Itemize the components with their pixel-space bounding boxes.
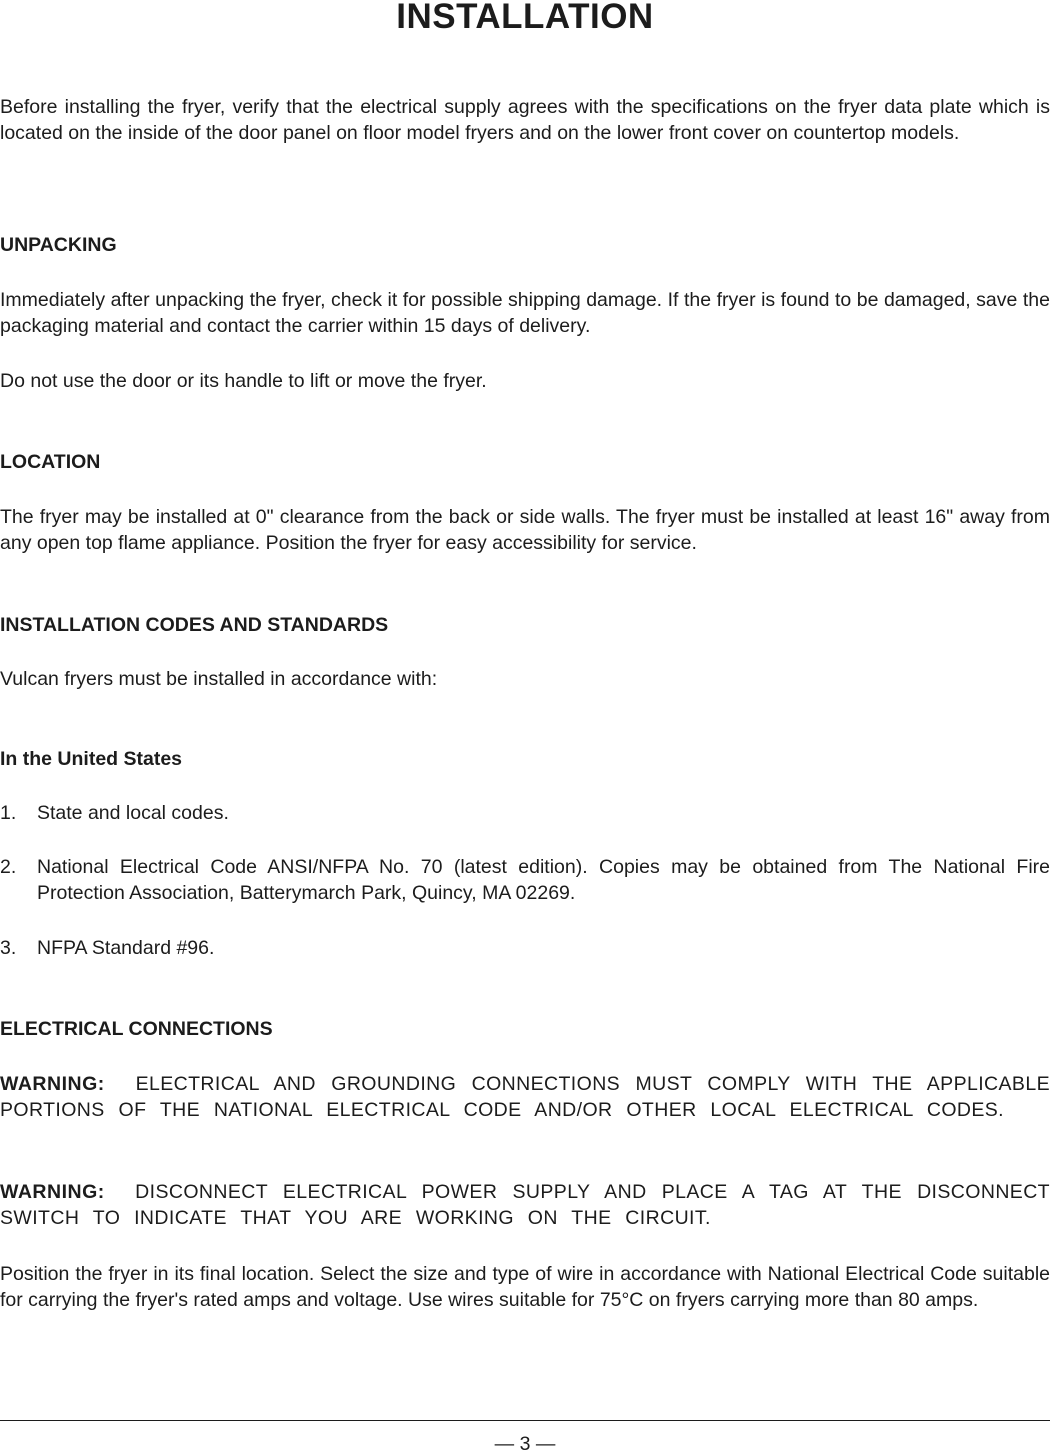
us-subheading: In the United States [0, 748, 183, 770]
list-item-text: National Electrical Code ANSI/NFPA No. 70 (latest edition). Copies may be obtained from The National Fire Protection Association, Batterymarch Park, Quincy, MA 02269. [37, 856, 1050, 904]
location-heading: LOCATION [0, 451, 101, 473]
warning-label: WARNING: [0, 1181, 105, 1203]
unpacking-heading: UNPACKING [0, 234, 117, 256]
warning-text: DISCONNECT ELECTRICAL POWER SUPPLY AND PLACE A TAG AT THE DISCONNECT SWITCH TO INDICATE THAT YOU ARE WORKING ON THE CIRCUIT. [0, 1181, 1050, 1229]
warning-disconnect [0, 1179, 1050, 1231]
electrical-heading: ELECTRICAL CONNECTIONS [0, 1018, 273, 1040]
codes-heading: INSTALLATION CODES AND STANDARDS [0, 614, 389, 636]
codes-paragraph: Vulcan fryers must be installed in accordance with: [0, 668, 438, 690]
page-number: — 3 — [494, 1433, 556, 1455]
list-item-number: 1. [0, 802, 17, 824]
warning-text: ELECTRICAL AND GROUNDING CONNECTIONS MUST COMPLY WITH THE APPLICABLE PORTIONS OF THE NATIONAL ELECTRICAL CODE AND/OR OTHER LOCAL ELECTRICAL CODES. [0, 1073, 1050, 1121]
footer-divider [0, 1420, 1050, 1421]
unpacking-paragraph-1: Immediately after unpacking the fryer, check it for possible shipping damage. If the fryer is found to be damaged, save the packaging material and contact the carrier within 15 days of delivery. [0, 289, 1050, 337]
electrical-paragraph: Position the fryer in its final location. Select the size and type of wire in accordance with National Electrical Code suitable for carrying the fryer's rated amps and voltage. Use wires suitable for 75°C on fryers carrying more than 80 amps. [0, 1263, 1050, 1311]
warning-grounding [0, 1071, 1050, 1123]
page-title: INSTALLATION [396, 0, 654, 36]
warning-label: WARNING: [0, 1073, 105, 1095]
intro-paragraph: Before installing the fryer, verify that the electrical supply agrees with the specifications on the fryer data plate which is located on the inside of the door panel on floor model fryers and on the lower front cover on countertop models. [0, 96, 1050, 144]
location-paragraph: The fryer may be installed at 0" clearance from the back or side walls. The fryer must be installed at least 16" away from any open top flame appliance. Position the fryer for easy accessibility for service. [0, 506, 1050, 554]
unpacking-paragraph-2: Do not use the door or its handle to lift or move the fryer. [0, 370, 487, 392]
list-item-text: NFPA Standard #96. [37, 937, 215, 959]
list-item-text: State and local codes. [37, 802, 229, 824]
list-item-number: 3. [0, 937, 17, 959]
list-item-number: 2. [0, 856, 17, 878]
